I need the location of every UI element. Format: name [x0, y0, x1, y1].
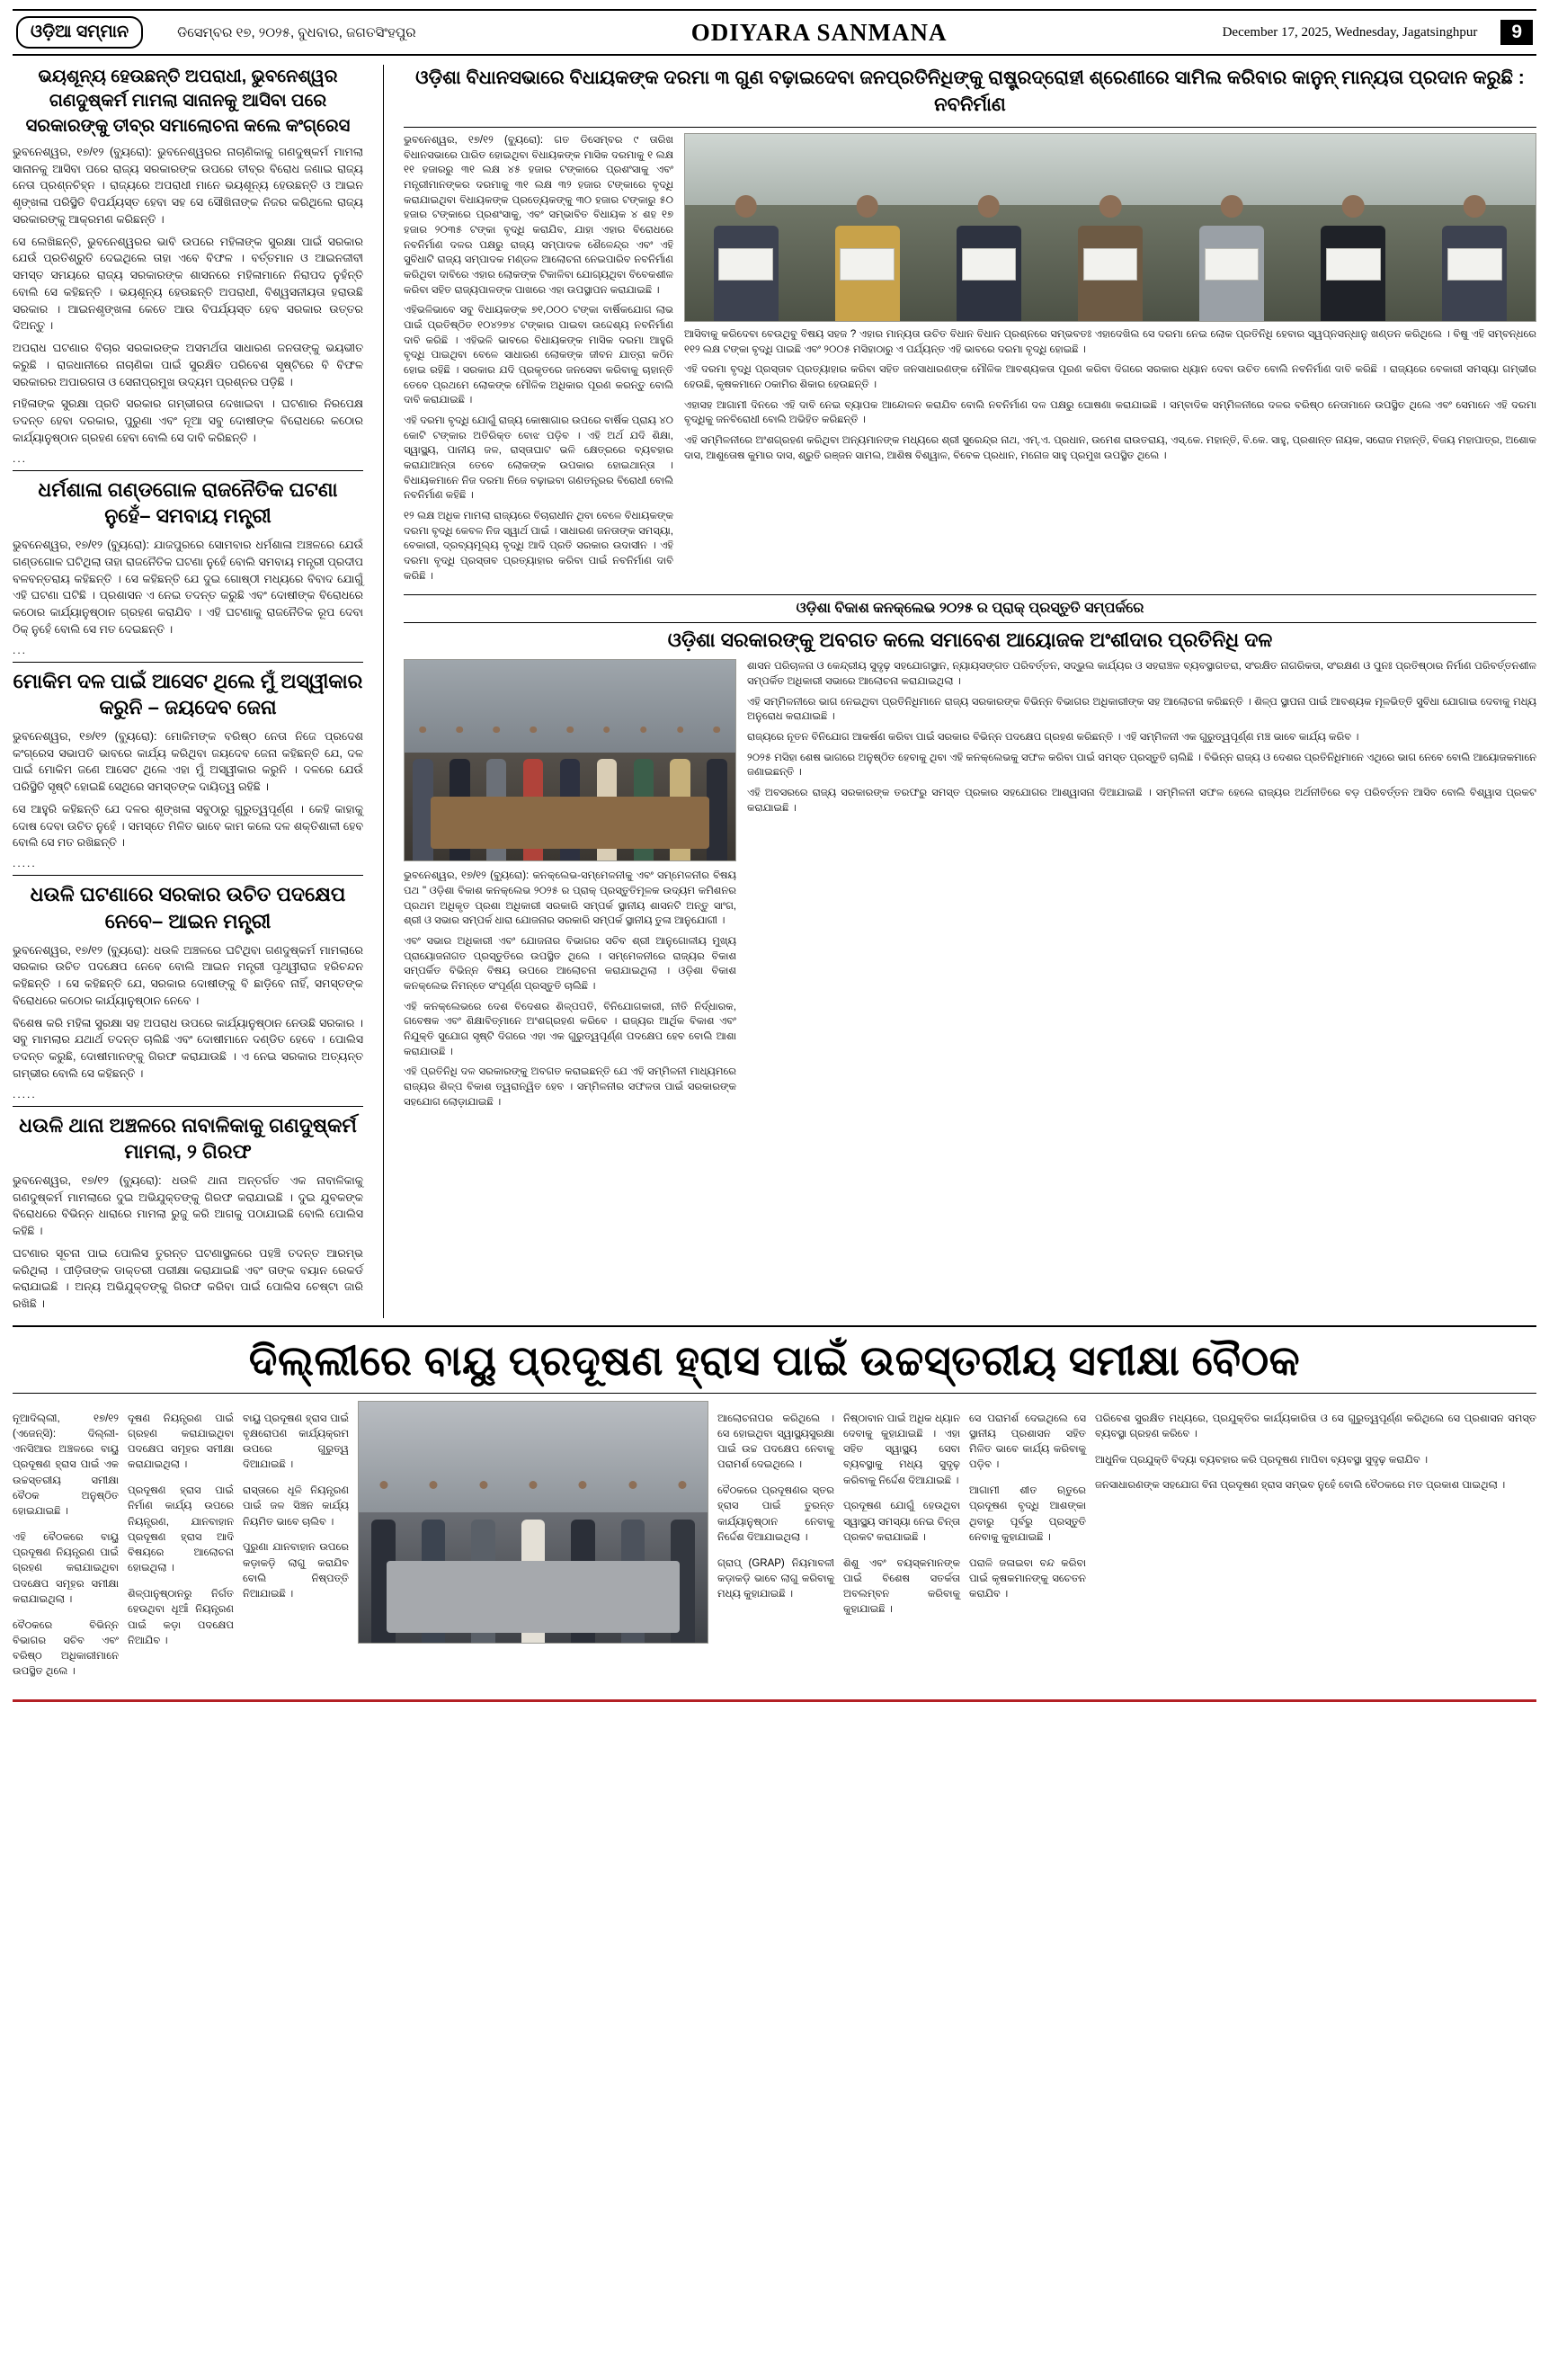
story-separator-dots: ..... [13, 857, 37, 870]
divider [404, 622, 1536, 623]
story3-body [13, 728, 363, 851]
paragraph: ଶିଶୁ ଏବଂ ବୟସ୍କମାନଙ୍କ ପାଇଁ ବିଶେଷ ସତର୍କତା ଅବଲମ୍ବନ କରିବାକୁ କୁହାଯାଇଛି । [843, 1557, 960, 1616]
story3-headline: ମୋକିମ ଦଳ ପାଇଁ ଆସେଟ ଥିଲେ ମୁଁ ଅସ୍ୱୀକାର କରୁନି – ଜୟଦେବ ଜେନା [13, 669, 363, 719]
bottom-col-7 [969, 1401, 1086, 1690]
paragraph: ପ୍ରଦୂଷଣ ଯୋଗୁଁ ହେଉଥିବା ସ୍ୱାସ୍ଥ୍ୟ ସମସ୍ୟା ନେଇ ଚିନ୍ତା ପ୍ରକଟ କରାଯାଇଛି । [843, 1501, 960, 1543]
top-section [13, 65, 1536, 1318]
paragraph: ଘଟଣାର ସୂଚନା ପାଇ ପୋଲିସ ତୁରନ୍ତ ଘଟଣାସ୍ଥଳରେ ପହଞ୍ଚି ତଦନ୍ତ ଆରମ୍ଭ କରିଥିଲା । ପୀଡ଼ିତାଙ୍କ ଡାକ୍ତରୀ ପରୀକ୍ଷା କରାଯାଇଛି ଏବଂ ତାଙ୍କ ବୟାନ ରେକର୍ଡ କରାଯାଇଛି । ଅନ୍ୟ ଅଭିଯୁକ୍ତଙ୍କୁ ଗିରଫ କରିବା ପାଇଁ ପୋଲିସ ଚେଷ୍ଟା ଜାରି ରଖିଛି । [13, 1246, 363, 1311]
paragraph: ମହିଳାଙ୍କ ସୁରକ୍ଷା ପ୍ରତି ସରକାର ଗମ୍ଭୀରତା ଦେଖାଇବା । ଘଟଣାର ନିରପେକ୍ଷ ତଦନ୍ତ ହେବା ଦରକାର, ପୁରୁଣା ଏବଂ ନୂଆ ସବୁ ଦୋଷୀଙ୍କ ବିରୋଧରେ କଠୋର କାର୍ଯ୍ୟାନୁଷ୍ଠାନ ଗ୍ରହଣ ହେବା ବୋଲି ସେ ଦାବି କରିଛନ୍ତି । [13, 397, 363, 444]
paragraph: ଏହିଭଳିଭାବେ ସବୁ ବିଧାୟକଙ୍କ ୭୧,୦୦୦ ଟଙ୍କା ବାର୍ଷିକଯୋଗ ଲାଭ ପାଇଁ ପ୍ରତିଷ୍ଠିତ ୧୦୪୨୭୪ ଟଙ୍କାର ପାଇବା ଉଦ୍ଦେଶ୍ୟ ନବନିର୍ମାଣ ଦାବି କରିଛି । ଏହିଭଳି ଭାବରେ ବିଧାୟକଙ୍କ ମାସିକ ଦରମା ଆହୁରି ବୃଦ୍ଧି ପାଇଥିବା ବେଳେ ସାଧାରଣ ଲୋକଙ୍କ ଜୀବନ ଯାତ୍ରା କଠିନ ହୋଇ ରହିଛି । ସରକାର ଯଦି ପ୍ରକୃତରେ ଜନସେବା କରିବାକୁ ଚାହାନ୍ତି ତେବେ ପ୍ରଥମେ ଲୋକଙ୍କ ମୌଳିକ ଅଧିକାର ପୂରଣ କରନ୍ତୁ ବୋଲି ଦାବି କରାଯାଇଛି । [404, 305, 673, 406]
bottom-col-8 [1095, 1401, 1536, 1690]
divider [404, 594, 1536, 595]
person-figure [1068, 195, 1153, 321]
bottom-col-5 [717, 1401, 834, 1690]
story-separator-dots: ... [13, 451, 28, 465]
paragraph: ବାୟୁ ପ୍ରଦୂଷଣ ହ୍ରାସ ପାଇଁ ବୃକ୍ଷରୋପଣ କାର୍ଯ୍ୟକ୍ରମ ଉପରେ ଗୁରୁତ୍ୱ ଦିଆଯାଇଛି । [243, 1413, 349, 1471]
paragraph: ଭୁବନେଶ୍ୱର, ୧୭/୧୨ (ବ୍ୟୁରୋ): ମୋକିମଙ୍କ ବରିଷ୍ଠ ନେତା ନିଜେ ପ୍ରଦେଶ କଂଗ୍ରେସ ସଭାପତି ଭାବରେ କାର୍ଯ୍ୟ କରିଥିବା ଜୟଦେବ ଜେନା କହିଛନ୍ତି ଯେ, ଦଳ ପାଇଁ ମୋକିମ ଜଣେ ଆସେଟ ଥିଲେ ଏହା ମୁଁ ଅସ୍ୱୀକାର କରୁନି । ଦଳରେ ଯେଉଁ ପରିସ୍ଥିତି ସୃଷ୍ଟି ହୋଇଛି ସେଥିରେ ସମସ୍ତଙ୍କ ଦାୟିତ୍ୱ ରହିଛି । [13, 729, 363, 794]
page-title: ODIYARA SANMANA [690, 18, 948, 46]
paragraph: ଭୁବନେଶ୍ୱର, ୧୭/୧୨ (ବ୍ୟୁରୋ): କନକ୍ଲେଭ-ସମ୍ମେଳନୀକୁ ଏବଂ ସମ୍ମେଳନୀର ବିଷୟ ପଥ " ଓଡ଼ିଶା ବିକାଶ କନକ୍ଲେଭ ୨୦୨୫ ର ପ୍ରାକ୍ ପ୍ରସ୍ତୁତିମୂଳକ ଉଦ୍ୟମ କମିଶନର ପ୍ରଥମ ଅଧିକୃତ ପ୍ରଶା ଅଧିକାରୀ ସରକାରି ସମ୍ପର୍କ ସ୍ଥାନୀୟ ଶାସନଟି ଅନ୍ତୁ ସାଂଗ, ଶ୍ରୀ ଓ ସଭାର ସମ୍ପର୍କ ଧାରା ଯୋଜନାର ସରକାରି ସମ୍ପର୍କ ସ୍ଥାନୀୟ ତୁଳା ଆନୁଯୋଗୀ । [404, 870, 736, 927]
divider [13, 470, 363, 471]
paragraph: ଭୁବନେଶ୍ୱର, ୧୭/୧୨ (ବ୍ୟୁରୋ): ଯାଜପୁରରେ ସୋମବାର ଧର୍ମଶାଳା ଅଞ୍ଚଳରେ ଯେଉଁ ଗଣ୍ଡଗୋଳ ଘଟିଥିଲା ତାହା ରାଜନୈତିକ ଘଟଣା ନୁହେଁ ବୋଲି ସମବାୟ ମନ୍ତ୍ରୀ ପ୍ରଦୀପ ବଳବନ୍ତରାୟ କହିଛନ୍ତି । ସେ କହିଛନ୍ତି ଯେ ଦୁଇ ଗୋଷ୍ଠୀ ମଧ୍ୟରେ ବିବାଦ ଯୋଗୁଁ ଏହି ଘଟଣା ଘଟିଛି । ପ୍ରଶାସନ ଏ ନେଇ ତଦନ୍ତ କରୁଛି ଏବଂ ଦୋଷୀଙ୍କ ବିରୋଧରେ କଠୋର କାର୍ଯ୍ୟାନୁଷ୍ଠାନ ଗ୍ରହଣ କରାଯିବ । ଏହି ଘଟଣାକୁ ରାଜନୈତିକ ରୂପ ଦେବା ଠିକ୍ ନୁହେଁ ବୋଲି ସେ ମତ ଦେଇଛନ୍ତି । [13, 539, 363, 636]
paragraph: ପରାଳି ଜଳାଇବା ବନ୍ଦ କରିବା ପାଇଁ କୃଷକମାନଙ୍କୁ ସଚେତନ କରାଯିବ । [969, 1557, 1086, 1600]
paragraph: ନୂଆଦିଲ୍ଲୀ, ୧୭/୧୨ (ଏଜେନ୍ସି): ଦିଲ୍ଲୀ-ଏନସିଆର ଅଞ୍ଚଳରେ ବାୟୁ ପ୍ରଦୂଷଣ ହ୍ରାସ ପାଇଁ ଏକ ଉଚ୍ଚସ୍ତରୀୟ ସମୀକ୍ଷା ବୈଠକ ଅନୁଷ୍ଠିତ ହୋଇଯାଇଛି । [13, 1413, 119, 1518]
story-separator-dots: ... [13, 643, 28, 656]
divider [13, 1393, 1536, 1394]
paragraph: ସେ ପରାମର୍ଶ ଦେଇଥିଲେ ସେ ସ୍ଥାନୀୟ ପ୍ରଶାସନ ସହିତ ମିଳିତ ଭାବେ କାର୍ଯ୍ୟ କରିବାକୁ ପଡ଼ିବ । [969, 1413, 1086, 1471]
paragraph: ଭୁବନେଶ୍ୱର, ୧୭/୧୨ (ବ୍ୟୁରୋ): ଧଉଳି ଥାନା ଅନ୍ତର୍ଗତ ଏକ ନାବାଳିକାକୁ ଗଣଦୁଷ୍କର୍ମ ମାମଲାରେ ଦୁଇ ଅଭିଯୁକ୍ତଙ୍କୁ ଗିରଫ କରାଯାଇଛି । ଦୁଇ ଯୁବକଙ୍କ ବିରୋଧରେ ବିଭିନ୍ନ ଧାରାରେ ମାମଲା ରୁଜୁ କରି ଆଗକୁ ପଠାଯାଇଛି ବୋଲି ପୋଲିସ କହିଛି । [13, 1173, 363, 1238]
paragraph: ନିଷ୍ଠାବାନ ପାଇଁ ଅଧିକ ଧ୍ୟାନ ଦେବାକୁ କୁହାଯାଇଛି । ଏହା ସହିତ ସ୍ୱାସ୍ଥ୍ୟ ସେବା ବ୍ୟବସ୍ଥାକୁ ମଧ୍ୟ ସୁଦୃଢ଼ କରିବାକୁ ନିର୍ଦ୍ଦେଶ ଦିଆଯାଇଛି । [843, 1413, 960, 1486]
conclave-block [404, 659, 1536, 1115]
paragraph: ଏହି ଦରମା ବୃଦ୍ଧି ଯୋଗୁଁ ରାଜ୍ୟ କୋଷାଗାର ଉପରେ ବାର୍ଷିକ ପ୍ରାୟ ୪୦ କୋଟି ଟଙ୍କାର ଅତିରିକ୍ତ ବୋଝ ପଡ଼ିବ । ଏହି ଅର୍ଥ ଯଦି ଶିକ୍ଷା, ସ୍ୱାସ୍ଥ୍ୟ, ପାନୀୟ ଜଳ, ରାସ୍ତାଘାଟ ଭଳି କ୍ଷେତ୍ରରେ ବ୍ୟବହାର କରାଯାଆନ୍ତା ତେବେ ଲୋକଙ୍କ ଉପକାର ହୋଇଥାନ୍ତା । ବିଧାୟକମାନେ ନିଜ ଦରମା ନିଜେ ବଢ଼ାଇବା ଗଣତନ୍ତ୍ରର ବିରୋଧୀ ବୋଲି ନବନିର୍ମାଣ କହିଛି । [404, 414, 673, 502]
photo-conference-table [387, 1561, 680, 1633]
right-lead-col2 [684, 133, 1536, 589]
story-separator-dots: ..... [13, 1087, 37, 1101]
person-figure [824, 195, 910, 321]
photo-protest [684, 133, 1536, 322]
story2-body [13, 537, 363, 638]
paragraph: ବୈଠକରେ ପ୍ରଦୂଷଣର ସ୍ତର ହ୍ରାସ ପାଇଁ ତୁରନ୍ତ କାର୍ଯ୍ୟାନୁଷ୍ଠାନ ନେବାକୁ ନିର୍ଦ୍ଦେଶ ଦିଆଯାଇଥିଲା । [717, 1485, 834, 1543]
paragraph: ଏବଂ ସଭାର ଅଧିକାରୀ ଏବଂ ଯୋଜନାର ବିଭାଗର ସଚିବ ଶ୍ରୀ ଆନୁଗୋଳୀୟ ମୁଖ୍ୟ ପ୍ରାୟୋଜନାଗତ ପ୍ରସ୍ତୁତିରେ ଉପସ୍ଥିତ ଥିଲେ । ସମ୍ମେଳନୀରେ ରାଜ୍ୟର ବିକାଶ ସମ୍ପର୍କିତ ବିଭିନ୍ନ ବିଷୟ ଉପରେ ଆଲୋଚନା କରାଯାଇଥିଲା । ଓଡ଼ିଶା ବିକାଶ କନକ୍ଲେଭ ନିମନ୍ତେ ସଂପୂର୍ଣ୍ଣ ପ୍ରସ୍ତୁତି ଚାଲିଛି । [404, 936, 736, 993]
paragraph: ବିଶେଷ କରି ମହିଳା ସୁରକ୍ଷା ସହ ଅପରାଧ ଉପରେ କାର୍ଯ୍ୟାନୁଷ୍ଠାନ ନେଉଛି ସରକାର । ସବୁ ମାମଲାର ଯଥାର୍ଥ ତଦନ୍ତ ଚାଲିଛି ଏବଂ ଦୋଷୀମାନେ ଦଣ୍ଡିତ ହେବେ । ପୋଲିସ ତଦନ୍ତ କରୁଛି, ଦୋଷୀମାନଙ୍କୁ ଗିରଫ କରାଯାଉଛି । ଏ ନେଇ ସରକାର ଅତ୍ୟନ୍ତ ଗମ୍ଭୀର ବୋଲି ସେ କହିଛନ୍ତି । [13, 1016, 363, 1080]
divider [13, 875, 363, 876]
right-column [404, 65, 1536, 1318]
paragraph: ଏହି ସମ୍ମିଳନୀରେ ଭାଗ ନେଇଥିବା ପ୍ରତିନିଧିମାନେ ରାଜ୍ୟ ସରକାରଙ୍କ ବିଭିନ୍ନ ବିଭାଗର ଅଧିକାରୀଙ୍କ ସହ ଆଲୋଚନା କରିଛନ୍ତି । ଶିଳ୍ପ ସ୍ଥାପନା ପାଇଁ ଆବଶ୍ୟକ ମୂଳଭିତ୍ତି ସୁବିଧା ଯୋଗାଇ ଦେବାକୁ ମଧ୍ୟ ଅନୁରୋଧ କରାଯାଇଛି । [747, 696, 1536, 723]
divider [13, 662, 363, 663]
conclave-right-body [747, 659, 1536, 1115]
person-figure [703, 195, 788, 321]
masthead-dateline-english: December 17, 2025, Wednesday, Jagatsinghpur [1222, 24, 1478, 40]
masthead [13, 9, 1536, 56]
divider [13, 1325, 1536, 1327]
photo-group-meeting [404, 659, 736, 861]
paragraph: ଆଧୁନିକ ପ୍ରଯୁକ୍ତି ବିଦ୍ୟା ବ୍ୟବହାର କରି ପ୍ରଦୂଷଣ ମାପିବା ବ୍ୟବସ୍ଥା ସୁଦୃଢ଼ କରାଯିବ । [1095, 1454, 1429, 1466]
paragraph: ପ୍ରଦୂଷଣ ହ୍ରାସ ପାଇଁ ନିର୍ମାଣ କାର୍ଯ୍ୟ ଉପରେ ନିୟନ୍ତ୍ରଣ, ଯାନବାହାନ ପ୍ରଦୂଷଣ ହ୍ରାସ ଆଦି ବିଷୟରେ ଆଲୋଚନା ହୋଇଥିଲା । [128, 1485, 234, 1574]
bottom-col-6 [843, 1401, 960, 1690]
divider [13, 1106, 363, 1107]
left-lead-headline: ଭୟଶୂନ୍ୟ ହେଉଛନ୍ତି ଅପରାଧୀ, ଭୁବନେଶ୍ୱର ଗଣଦୁଷ୍କର୍ମ ମାମଲା ସାନାନକୁ ଆସିବା ପରେ ସରକାରଙ୍କୁ ତୀବ୍ର ସମାଲୋଚନା କଲେ କଂଗ୍ରେସ [25, 67, 351, 136]
paragraph: ଶିଳ୍ପାନୁଷ୍ଠାନରୁ ନିର୍ଗତ ହେଉଥିବା ଧୂଆଁ ନିୟନ୍ତ୍ରଣ ପାଇଁ କଡ଼ା ପଦକ୍ଷେପ ନିଆଯିବ । [128, 1589, 234, 1646]
photo-people [685, 175, 1536, 321]
paragraph: ୧୨ ଲକ୍ଷ ଅଧିକ ମାମଲା ରାଜ୍ୟରେ ବିଚାରାଧୀନ ଥିବା ବେଳେ ବିଧାୟକଙ୍କ ଦରମା ବୃଦ୍ଧି କେବଳ ନିଜ ସ୍ୱାର୍ଥ ପାଇଁ । ସାଧାରଣ ଜନତାଙ୍କ ସମସ୍ୟା, ବେକାରୀ, ଦ୍ରବ୍ୟମୂଲ୍ୟ ବୃଦ୍ଧି ଆଦି ପ୍ରତି ସରକାର ଉଦାସୀନ । ଏହି ଦରମା ବୃଦ୍ଧି ପ୍ରସ୍ତାବ ପ୍ରତ୍ୟାହାର କରିବା ପାଇଁ ନବନିର୍ମାଣ ଦାବି କରିଛି । [404, 511, 673, 582]
paragraph: ଭୁବନେଶ୍ୱର, ୧୭/୧୨ (ବ୍ୟୁରୋ): ଗତ ଡିସେମ୍ବର ୯ ତାରିଖ ବିଧାନସଭାରେ ପାରିତ ହୋଇଥିବା ବିଧାୟକଙ୍କ ମାସିକ ଦରମାକୁ ୧ ଲକ୍ଷ ୧୧ ହଜାରରୁ ୩୧ ଲକ୍ଷ ୪୫ ହଜାର ଟଙ୍କାରେ ପ୍ରଶଂସାକୁ ଏବଂ ମନ୍ତ୍ରୀମାନଙ୍କର ଦରମାକୁ ୩୧ ଲକ୍ଷ ୩୨ ହଜାର ଟଙ୍କାରେ ବୃଦ୍ଧି କରାଯାଇଥିବା ବିଧାୟକଙ୍କ ପ୍ରତ୍ୟେକଙ୍କୁ ୩୦ ହଜାର ଟଙ୍କାରୁ ୫୦ ହଜାର ଟଙ୍କାରେ ପ୍ରଶଂସାକୁ, ଏବଂ ସମ୍ଭାବିତ ବିଧାୟକ ୪ ଶହ ୧୭ ହଜାର ୨୦୩୫ ଟଙ୍କା ବୃଦ୍ଧି କରାଯିବ, ଯାହା ଏହାର ବିରୋଧରେ ନବନିର୍ମାଣ ଦଳର ପକ୍ଷରୁ ରାଜ୍ୟ ସମ୍ପାଦକ ଶୈଳେନ୍ଦ୍ର ଏବଂ ଏହି ସୁବିଧାଟି ରାଜ୍ୟ ସମ୍ପାଦକ ମଣ୍ଡଳ ଆଲୋଚନା ନେଇପାରିବ ନବନିର୍ମାଣ କରିଥିବା ଦାବିରେ ଏହାର ଲୋକଙ୍କ ଟିକାଳିବା ଯୋଗ୍ୟଥିବା ବିବେକଶୀଳ କରିବା ସହିତ ରାଜ୍ୟପାଳଙ୍କ ପାଖରେ ଏହା ଉପସ୍ଥାପନ କରାଯାଇଛି । [404, 134, 673, 296]
vertical-divider [383, 65, 384, 1318]
conclave-headline: ଓଡ଼ିଶା ସରକାରଙ୍କୁ ଅବଗତ କଲେ ସମାବେଶ ଆୟୋଜକ ଅଂଶୀଦାର ପ୍ରତିନିଧି ଦଳ [667, 628, 1273, 652]
paragraph: ଗ୍ରାପ୍ (GRAP) ନିୟମାବଳୀ କଡ଼ାକଡ଼ି ଭାବେ ଲାଗୁ କରିବାକୁ ମଧ୍ୟ କୁହାଯାଇଛି । [717, 1557, 834, 1600]
paragraph: ରାଜ୍ୟରେ ନୂତନ ବିନିଯୋଗ ଆକର୍ଷଣ କରିବା ପାଇଁ ସରକାର ବିଭିନ୍ନ ପଦକ୍ଷେପ ଗ୍ରହଣ କରିଛନ୍ତି । ଏହି ସମ୍ମିଳନୀ ଏକ ଗୁରୁତ୍ୱପୂର୍ଣ୍ଣ ମଞ୍ଚ ଭାବେ କାର୍ଯ୍ୟ କରିବ । [747, 732, 1359, 744]
paragraph: ୨୦୨୫ ମସିହା ଶେଷ ଭାଗରେ ଅନୁଷ୍ଠିତ ହେବାକୁ ଥିବା ଏହି କନକ୍ଲେଭକୁ ସଫଳ କରିବା ପାଇଁ ସମସ୍ତ ପ୍ରସ୍ତୁତି ଚାଲିଛି । ବିଭିନ୍ନ ରାଜ୍ୟ ଓ ଦେଶର ପ୍ରତିନିଧିମାନେ ଏଥିରେ ଭାଗ ନେବେ ବୋଲି ଆୟୋଜକମାନେ ଜଣାଇଛନ୍ତି । [747, 752, 1536, 779]
paragraph: ଏହି ସମ୍ମିଳନୀରେ ଅଂଶଗ୍ରହଣ କରିଥିବା ଅନ୍ୟମାନଙ୍କ ମଧ୍ୟରେ ଶ୍ରୀ ସୁରେନ୍ଦ୍ର ନାଥ, ଏମ୍.ଏ. ପ୍ରଧାନ, ଉମେଶ ରାଉତରାୟ, ଏସ୍.କେ. ମହାନ୍ତି, ବି.କେ. ସାହୁ, ପ୍ରଶାନ୍ତ ନାୟକ, ସରୋଜ ମହାନ୍ତି, ବିଜୟ ମହାପାତ୍ର, ଅଶୋକ ଦାସ, ଆଶୁତୋଷ କୁମାର ଦାସ, ଶ୍ରୁତି ରଞ୍ଜନ ସାମଲ, ଆଶିଷ ବିଶ୍ୱାଳ, ବିବେକ ପ୍ରଧାନ, ମନୋଜ ସାହୁ ପ୍ରମୁଖ ଉପସ୍ଥିତ ଥିଲେ । [684, 434, 1536, 461]
person-figure [1311, 195, 1396, 321]
paragraph: ଭୁବନେଶ୍ୱର, ୧୭/୧୨ (ବ୍ୟୁରୋ): ଧଉଳି ଅଞ୍ଚଳରେ ଘଟିଥିବା ଗଣଦୁଷ୍କର୍ମ ମାମଲାରେ ସରକାର ଉଚିତ ପଦକ୍ଷେପ ନେବେ ବୋଲି ଆଇନ ମନ୍ତ୍ରୀ ପୃଥ୍ୱୀରାଜ ହରିଚନ୍ଦନ କହିଛନ୍ତି । ସେ କହିଛନ୍ତି ଯେ, ସରକାର ଦୋଷୀଙ୍କୁ ବି ଛାଡ଼ିବେ ନାହିଁ, ସମସ୍ତଙ୍କ ବିରୋଧରେ କଠୋର କାର୍ଯ୍ୟାନୁଷ୍ଠାନ ନେବେ । [13, 943, 363, 1007]
bottom-col-2 [128, 1401, 234, 1690]
paragraph: ରାସ୍ତାରେ ଧୂଳି ନିୟନ୍ତ୍ରଣ ପାଇଁ ଜଳ ସିଞ୍ଚନ କାର୍ଯ୍ୟ ନିୟମିତ ଭାବେ ଚାଲିବ । [243, 1485, 349, 1528]
paragraph: ଆଲୋଚନାପର କରିଥିଲେ । ସେ ହୋଇଥିବା ସ୍ୱାସ୍ଥ୍ୟସୁରକ୍ଷା ପାଇଁ ଉଚ୍ଚ ପଦକ୍ଷେପ ନେବାକୁ ପରାମର୍ଶ ଦେଇଥିଲେ । [717, 1413, 834, 1471]
bottom-col-3 [243, 1401, 349, 1690]
footer-rule [13, 1699, 1536, 1702]
conclave-left-body [404, 869, 736, 1110]
paragraph: ପରିବେଶ ସୁରକ୍ଷିତ ମଧ୍ୟରେ, ପ୍ରଯୁକ୍ତିର କାର୍ଯ୍ୟକାରିତା ଓ ସେ ଗୁରୁତ୍ୱପୂର୍ଣ୍ଣ କରିଥିଲେ ସେ ପ୍ରଶାସନ ସମସ୍ତ ବ୍ୟବସ୍ଥା ଗ୍ରହଣ କରିବେ । [1095, 1413, 1536, 1440]
paragraph: ଆଗାମୀ ଶୀତ ଋତୁରେ ପ୍ରଦୂଷଣ ବୃଦ୍ଧି ଆଶଙ୍କା ଥିବାରୁ ପୂର୍ବରୁ ପ୍ରସ୍ତୁତି ନେବାକୁ କୁହାଯାଇଛି । [969, 1485, 1086, 1543]
divider [404, 127, 1536, 128]
bottom-col-1 [13, 1401, 119, 1690]
bottom-headline: ଦିଲ୍ଲୀରେ ବାୟୁ ପ୍ରଦୂଷଣ ହ୍ରାସ ପାଇଁ ଉଚ୍ଚସ୍ତରୀୟ ସମୀକ୍ଷା ବୈଠକ [248, 1336, 1301, 1384]
person-figure [1432, 195, 1518, 321]
paragraph: ବୈଠକରେ ବିଭିନ୍ନ ବିଭାଗର ସଚିବ ଏବଂ ବରିଷ୍ଠ ଅଧିକାରୀମାନେ ଉପସ୍ଥିତ ଥିଲେ । [13, 1619, 119, 1678]
paragraph: ଏହି ବୈଠକରେ ବାୟୁ ପ୍ରଦୂଷଣ ନିୟନ୍ତ୍ରଣ ପାଇଁ ଗ୍ରହଣ କରାଯାଇଥିବା ପଦକ୍ଷେପ ସମୂହର ସମୀକ୍ଷା କରାଯାଇଥିଲା । [13, 1531, 119, 1605]
story5-headline: ଧଉଳି ଥାନା ଅଞ୍ଚଳରେ ନାବାଳିକାକୁ ଗଣଦୁଷ୍କର୍ମ ମାମଲା, ୨ ଗିରଫ [19, 1113, 357, 1163]
left-lead-body [13, 144, 363, 447]
paragraph: ଶାସନ ପରିଚାଳନା ଓ କେନ୍ଦ୍ରୀୟ ସୁଦୃଢ଼ ସହଯୋଗସ୍ଥାନ, ନ୍ୟାୟସଙ୍ଗତ ପରିବର୍ତ୍ତନ, ସଦ୍ଭୁଲ କାର୍ଯ୍ୟର ଓ ସହରାଞ୍ଚଳ ବ୍ୟବସ୍ଥାଗତରା, ସଂରକ୍ଷିତ ନାଗରିକତା, ସଂରକ୍ଷଣ ଓ ପୁନଃ ପ୍ରତିଷ୍ଠାର ନିର୍ମାଣ ପରିବର୍ତ୍ତନଶୀଳ ସମ୍ପର୍କିତ ଅଧିକାରୀ ସଭାରେ ଆଲୋଚନା କରାଯାଇଥିଲା । [747, 661, 1536, 688]
conclave-photo-col [404, 659, 736, 1115]
paragraph: ଏହି କନକ୍ଲେଭରେ ଦେଶ ବିଦେଶର ଶିଳ୍ପପତି, ବିନିଯୋଗକାରୀ, ନୀତି ନିର୍ଦ୍ଧାରକ, ଗବେଷକ ଏବଂ ଶିକ୍ଷାବିତ୍‌ମାନେ ଅଂଶଗ୍ରହଣ କରିବେ । ରାଜ୍ୟର ଆର୍ଥିକ ବିକାଶ ଏବଂ ନିଯୁକ୍ତି ସୁଯୋଗ ସୃଷ୍ଟି ଦିଗରେ ଏହା ଏକ ଗୁରୁତ୍ୱପୂର୍ଣ୍ଣ ପଦକ୍ଷେପ ହେବ ବୋଲି ଆଶା କରାଯାଉଛି । [404, 1001, 736, 1057]
paragraph: ସେ ଆହୁରି କହିଛନ୍ତି ଯେ ଦଳର ଶୃଙ୍ଖଳା ସବୁଠାରୁ ଗୁରୁତ୍ୱପୂର୍ଣ୍ଣ । କେହି କାହାକୁ ଦୋଷ ଦେବା ଉଚିତ ନୁହେଁ । ସମସ୍ତେ ମିଳିତ ଭାବେ କାମ କଲେ ଦଳ ଶକ୍ତିଶାଳୀ ହେବ ବୋଲି ସେ ମତ ରଖିଛନ୍ତି । [13, 802, 363, 850]
paragraph: ଭୁବନେଶ୍ୱର, ୧୭/୧୨ (ବ୍ୟୁରୋ): ଭୁବନେଶ୍ୱରର ନାଚାଣିକାକୁ ଗଣଦୁଷ୍କର୍ମ ମାମଲା ସାନାନକୁ ଆସିବା ପରେ ରାଜ୍ୟ ସରକାରଙ୍କ ଉପରେ ତୀବ୍ର ବିରୋଧ ଜଣାଇ ରାଜ୍ୟ ନେତା ପ୍ରଶ୍ନଚିହ୍ନ । ରାଜ୍ୟରେ ଅପରାଧୀ ମାନେ ଭୟଶୂନ୍ୟ ହେଉଛନ୍ତି ଓ ଆଇନ ଶୃଙ୍ଖଳା ପରିସ୍ଥିତି ବିପର୍ଯ୍ୟସ୍ତ ହେବା ସହ ସେ ସୌଖିନାଙ୍କ ନିଜର କରିଥିଲେ ରାଜ୍ୟ ସରକାରଙ୍କୁ ଆକ୍ରମଣ କରିଛନ୍ତି । [13, 145, 363, 226]
paragraph: ଏହାସହ ଆଗାମୀ ଦିନରେ ଏହି ଦାବି ନେଇ ବ୍ୟାପକ ଆନ୍ଦୋଳନ କରାଯିବ ବୋଲି ନବନିର୍ମାଣ ଦଳ ପକ୍ଷରୁ ଘୋଷଣା କରାଯାଇଛି । ସମ୍ବାଦିକ ସମ୍ମିଳନୀରେ ଦଳର ବରିଷ୍ଠ ନେତାମାନେ ଉପସ୍ଥିତ ଥିଲେ ଏବଂ ସେମାନେ ଏହି ଦରମା ବୃଦ୍ଧିକୁ ଜନବିରୋଧୀ ବୋଲି ଅଭିହିତ କରିଛନ୍ତି । [684, 399, 1536, 426]
right-lead-block [404, 133, 1536, 589]
story2-headline: ଧର୍ମଶାଳା ଗଣ୍ଡଗୋଳ ରାଜନୈତିକ ଘଟଣା ନୁହେଁ– ସମବାୟ ମନ୍ତ୍ରୀ [38, 477, 338, 528]
page-number-badge: 9 [1500, 20, 1533, 44]
paragraph: ଜନସାଧାରଣଙ୍କ ସହଯୋଗ ବିନା ପ୍ରଦୂଷଣ ହ୍ରାସ ସମ୍ଭବ ନୁହେଁ ବୋଲି ବୈଠକରେ ମତ ପ୍ରକାଶ ପାଇଥିଲା । [1095, 1480, 1506, 1492]
photo-review-meeting [358, 1401, 708, 1644]
right-lead-col1 [404, 133, 673, 589]
paragraph: ଏହି ଅବସରରେ ରାଜ୍ୟ ସରକାରଙ୍କ ତରଫରୁ ସମସ୍ତ ପ୍ରକାର ସହଯୋଗର ଆଶ୍ୱାସନା ଦିଆଯାଇଛି । ସମ୍ମିଳନୀ ସଫଳ ହେଲେ ରାଜ୍ୟର ଅର୍ଥନୀତିରେ ବଡ଼ ପରିବର୍ତ୍ତନ ଆସିବ ବୋଲି ବିଶ୍ୱାସ ପ୍ରକଟ କରାଯାଇଛି । [747, 788, 1536, 814]
conclave-subheadline: ଓଡ଼ିଶା ବିକାଶ କନକ୍ଲେଭ ୨୦୨୫ ର ପ୍ରାକ୍ ପ୍ରସ୍ତୁତି ସମ୍ପର୍କରେ [796, 601, 1144, 617]
right-lead-col2-body [684, 327, 1536, 463]
paragraph: ଆସିବାକୁ କରିଦେବା ବେଉଥିବୁ ବିଷୟ ସହଜ ? ଏହାର ମାନ୍ୟତା ଉଚିତ ବିଧାନ ବିଧାନ ପ୍ରଶ୍ନରେ ସମ୍ଭବତଃ ଏହାଦେଖିଲ ସେ ଦରମା ନେଇ ଲୋକ ପ୍ରତିନିଧି ହେବାର ସ୍ୱପ୍ନସନ୍ଧାନୁ ଖଣ୍ଡନ କରିଥିଲେ । ବିଷୁ ଏହି ସମ୍ବନ୍ଧରେ ୧୧୨ ଲକ୍ଷ ଟଙ୍କା ବୃଦ୍ଧି ପାଇଛି ଏବଂ ୨୦୦୫ ମସିହାଠାରୁ ଏ ପର୍ଯ୍ୟନ୍ତ ଏହି ଭାବରେ ଦରମା ବୃଦ୍ଧି ହୋଇଛି । [684, 328, 1536, 355]
story4-headline: ଧଉଳି ଘଟଣାରେ ସରକାର ଉଚିତ ପଦକ୍ଷେପ ନେବେ– ଆଇନ ମନ୍ତ୍ରୀ [30, 883, 346, 932]
right-lead-headline: ଓଡ଼ିଶା ବିଧାନସଭାରେ ବିଧାୟକଙ୍କ ଦରମା ୩ ଗୁଣ ବଢ଼ାଇଦେବା ଜନପ୍ରତିନିଧିଙ୍କୁ ରାଷ୍ଟ୍ରଦ୍ରୋହୀ ଶ୍ରେଣୀରେ ସାମିଲ କରିବାର କାନୁନ୍ ମାନ୍ୟତା ପ୍ରଦାନ କରୁଛି : ନବନିର୍ମାଣ [415, 67, 1525, 116]
person-figure [947, 195, 1032, 321]
story4-body [13, 942, 363, 1083]
masthead-logo: ଓଡ଼ିଆ ସମ୍ମାନ [16, 16, 143, 49]
photo-table [431, 797, 708, 849]
paragraph: ଦୂଷଣ ନିୟନ୍ତ୍ରଣ ପାଇଁ ଗ୍ରହଣ କରାଯାଇଥିବା ପଦକ୍ଷେପ ସମୂହର ସମୀକ୍ଷା କରାଯାଇଥିଲା । [128, 1413, 234, 1471]
paragraph: ସେ ଲେଖିଛନ୍ତି, ଭୁବନେଶ୍ୱରର ଭାବି ଉପରେ ମହିଳାଙ୍କ ସୁରକ୍ଷା ପାଇଁ ସରକାର ଯେଉଁ ପ୍ରତିଶ୍ରୁତି ଦେଇଥିଲେ ତାହା ଏବେ ବିଫଳ । ବର୍ତ୍ତମାନ ଓ ଆଇନଜୀବୀ ସମସ୍ତ ସମୟରେ ରାଜ୍ୟ ସରକାରଙ୍କ ଶାସନରେ ମହିଳାମାନେ ନିରାପଦ ନୁହଁନ୍ତି ବୋଲି ସେ କହିଛନ୍ତି । ଭୟଶୂନ୍ୟ ହେଉଛନ୍ତି ଅପରାଧୀ, ବିଶ୍ୱସନୀୟତା ହରାଉଛି ସରକାର । ଆଇନଶୃଙ୍ଖଳା କେତେ ଆଉ ବିପର୍ଯ୍ୟସ୍ତ ହେବ ସରକାର ଉତ୍ତର ଦିଅନ୍ତୁ । [13, 235, 363, 333]
paragraph: ଏହି ଦରମା ବୃଦ୍ଧି ପ୍ରସ୍ତାବ ପ୍ରତ୍ୟାହାର କରିବା ସହିତ ଜନସାଧାରଣଙ୍କ ମୌଳିକ ଆବଶ୍ୟକତା ପୂରଣ କରିବା ଦିଗରେ ସରକାର ଧ୍ୟାନ ଦେବା ଉଚିତ ବୋଲି ନବନିର୍ମାଣ ଦାବି କରିଛି । ରାଜ୍ୟରେ ବେକାରୀ ସମସ୍ୟା ଗମ୍ଭୀର ହେଉଛି, କୃଷକମାନେ ଠକାମିର ଶିକାର ହେଉଛନ୍ତି । [684, 364, 1536, 390]
story5-body [13, 1172, 363, 1313]
paragraph: ଏହି ପ୍ରତିନିଧି ଦଳ ସରକାରଙ୍କୁ ଅବଗତ କରାଇଛନ୍ତି ଯେ ଏହି ସମ୍ମିଳନୀ ମାଧ୍ୟମରେ ରାଜ୍ୟର ଶିଳ୍ପ ବିକାଶ ତ୍ୱରାନ୍ୱିତ ହେବ । ସମ୍ମିଳନୀର ସଫଳତା ପାଇଁ ସରକାରଙ୍କ ସହଯୋଗ ଲୋଡ଼ାଯାଇଛି । [404, 1066, 736, 1108]
person-figure [1189, 195, 1275, 321]
bottom-section [13, 1401, 1536, 1690]
bottom-photo-col [358, 1401, 708, 1690]
paragraph: ଅପରାଧ ଘଟଣାର ବିଚାର ସରକାରଙ୍କ ଅସମର୍ଥତା ସାଧାରଣ ଜନତାଙ୍କୁ ଭୟଭୀତ କରୁଛି । ରାଜଧାନୀରେ ନାଚାଣିକା ପାଇଁ ସୁରକ୍ଷିତ ପରିବେଶ ସୃଷ୍ଟିରେ ବି ବିଫଳ ସରକାରର ଅପାରଗତା ଓ ସେନାପ୍ରମୁଖ ଉଦ୍ୟମ ପ୍ରଶ୍ନର ପଡ଼ିଛି । [13, 342, 363, 388]
left-column [13, 65, 363, 1318]
masthead-dateline-odia: ଡିସେମ୍ବର ୧୭, ୨୦୨୫, ବୁଧବାର, ଜଗତସିଂହପୁର [177, 24, 416, 40]
paragraph: ପୁରୁଣା ଯାନବାହାନ ଉପରେ କଡ଼ାକଡ଼ି ଲାଗୁ କରାଯିବ ବୋଲି ନିଷ୍ପତ୍ତି ନିଆଯାଇଛି । [243, 1542, 349, 1600]
